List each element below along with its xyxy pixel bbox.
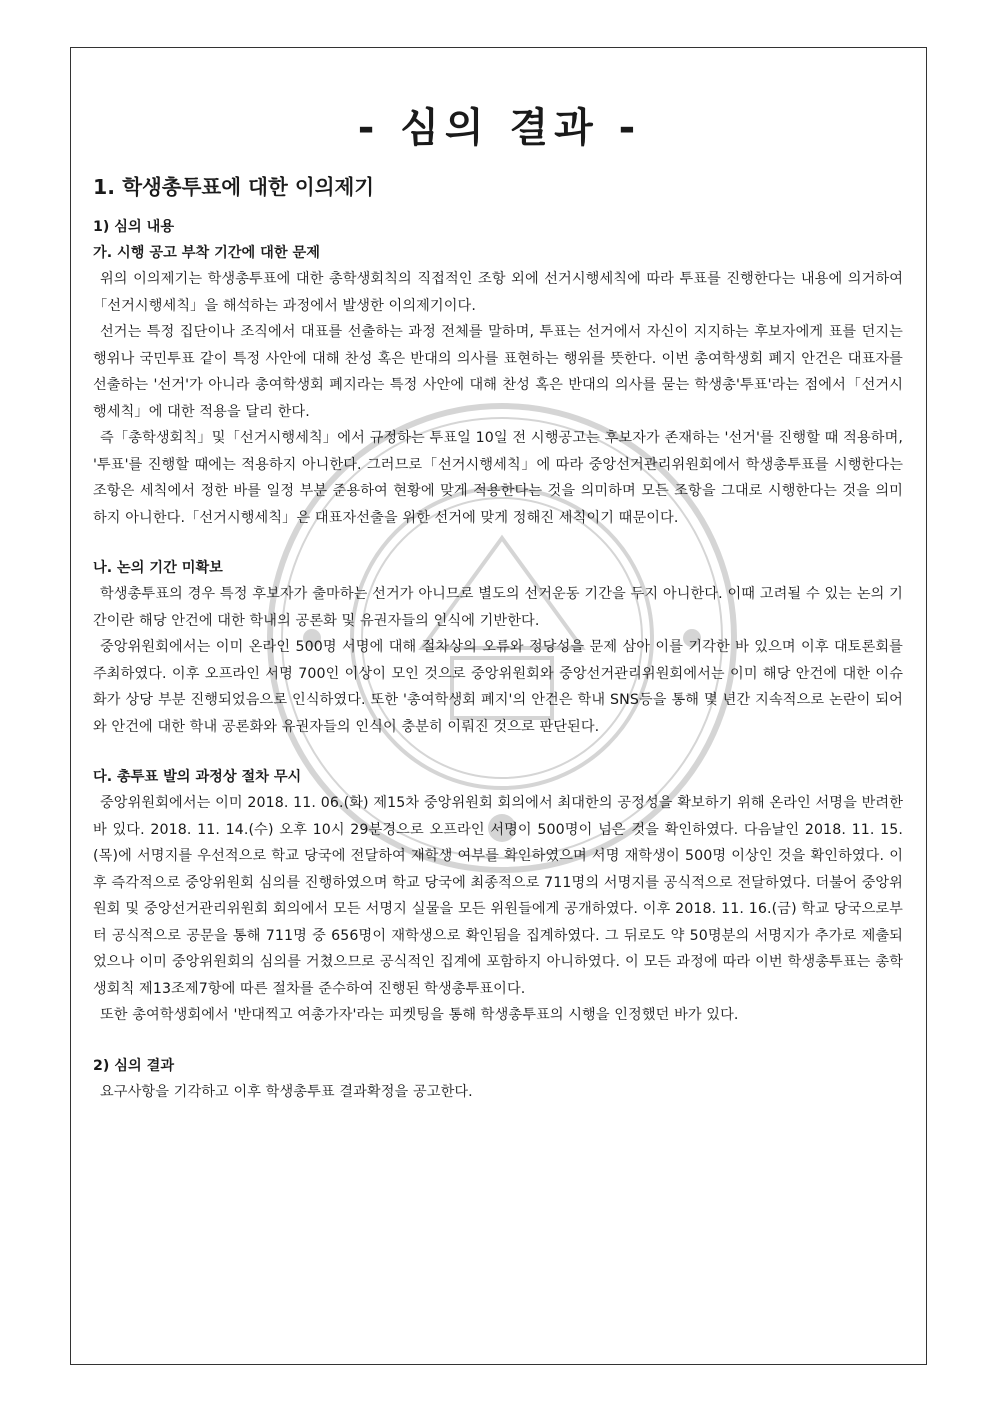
subsection-a-paragraph: 선거는 특정 집단이나 조직에서 대표를 선출하는 과정 전체를 말하며, 투표는 선거에서 자신이 지지하는 후보자에게 표를 던지는 행위나 국민투표 같이 특정 사안에 대해 찬성 혹은 반대의 의사를 표현하는 행위를 뜻한다. 이번 총여학생회 폐지 안건은 대표자를 선출하는 '선거'가 아니라 총여학생회 폐지라는 특정 사안에 대해 찬성 혹은 반대의 의사를 묻는 학생총'투표'라는 점에서「선거시행세칙」에 대한 적용을 달리 한다. bbox=[93, 324, 903, 420]
page-title: - 심의 결과 - bbox=[357, 105, 642, 151]
subsection-b-heading: 나. 논의 기간 미확보 bbox=[93, 560, 223, 576]
result-text: 요구사항을 기각하고 이후 학생총투표 결과확정을 공고한다. bbox=[100, 1083, 473, 1100]
subsection-a-heading: 가. 시행 공고 부착 기간에 대한 문제 bbox=[93, 245, 320, 261]
subsection-a-paragraph: 위의 이의제기는 학생총투표에 대한 총학생회칙의 직접적인 조항 외에 선거시행세칙에 따라 투표를 진행한다는 내용에 의거하여「선거시행세칙」을 해석하는 과정에서 발생한 이의제기이다. bbox=[93, 271, 903, 314]
subsection-a-paragraph: 즉「총학생회칙」및「선거시행세칙」에서 규정하는 투표일 10일 전 시행공고는 후보자가 존재하는 '선거'를 진행할 때 적용하며, '투표'를 진행할 때에는 적용하지 아니한다. 그러므로「선거시행세칙」에 따라 중앙선거관리위원회에서 학생총투표를 시행한다는 조항은 세칙에서 정한 바를 일정 부분 준용하여 현황에 맞게 적용한다는 것을 의미하며 모든 조항을 그대로 시행한다는 것을 의미하지 아니한다.「선거시행세칙」은 대표자선출을 위한 선거에 맞게 정해진 세칙이기 때문이다. bbox=[93, 430, 903, 526]
review-heading: 1) 심의 내용 bbox=[93, 219, 175, 235]
subsection-b-paragraph: 학생총투표의 경우 특정 후보자가 출마하는 선거가 아니므로 별도의 선거운동 기간을 두지 아니한다. 이때 고려될 수 있는 논의 기간이란 해당 안건에 대한 학내의 공론화 및 유권자들의 인식에 기반한다. bbox=[93, 586, 903, 629]
section-heading: 1. 학생총투표에 대한 이의제기 bbox=[93, 175, 375, 199]
subsection-c-heading: 다. 총투표 발의 과정상 절차 무시 bbox=[93, 769, 302, 785]
subsection-b-paragraph: 중앙위원회에서는 이미 온라인 500명 서명에 대해 절차상의 오류와 정당성을 문제 삼아 이를 기각한 바 있으며 이후 대토론회를 주최하였다. 이후 오프라인 서명 700인 이상이 모인 것으로 중앙위원회와 중앙선거관리위원회에서는 이미 해당 안건에 대한 이슈화가 상당 부분 진행되었음으로 인식하였다. 또한 '총여학생회 폐지'의 안건은 학내 SNS등을 통해 몇 년간 지속적으로 논란이 되어와 안건에 대한 학내 공론화와 유권자들의 인식이 충분히 이뤄진 것으로 판단된다. bbox=[93, 639, 903, 735]
subsection-c-paragraph: 또한 총여학생회에서 '반대찍고 여총가자'라는 피켓팅을 통해 학생총투표의 시행을 인정했던 바가 있다. bbox=[100, 1007, 739, 1023]
result-heading: 2) 심의 결과 bbox=[93, 1057, 175, 1074]
document-body bbox=[93, 172, 903, 1105]
subsection-c-paragraph: 중앙위원회에서는 이미 2018. 11. 06.(화) 제15차 중앙위원회 회의에서 최대한의 공정성을 확보하기 위해 온라인 서명을 반려한 바 있다. 2018. 11. 14.(수) 오후 10시 29분경으로 오프라인 서명이 500명이 넘은 것을 확인하였다. 다음날인 2018. 11. 15.(목)에 서명지를 우선적으로 학교 당국에 전달하여 재학생 여부를 확인하였으며 서명 재학생이 500명 이상인 것을 확인하였다. 이후 즉각적으로 중앙위원회 심의를 진행하였으며 학교 당국에 최종적으로 711명의 서명지를 공식적으로 전달하였다. 더불어 중앙위원회 및 중앙선거관리위원회 회의에서 모든 서명지 실물을 모든 위원들에게 공개하였다. 이후 2018. 11. 16.(금) 학교 당국으로부터 공식적으로 공문을 통해 711명 중 656명이 재학생으로 확인됨을 집계하였다. 그 뒤로도 약 50명분의 서명지가 추가로 제출되었으나 이미 중앙위원회의 심의를 거쳤으므로 공식적인 집계에 포함하지 아니하였다. 이 모든 과정에 따라 이번 학생총투표는 총학생회칙 제13조제7항에 따른 절차를 준수하여 진행된 학생총투표이다. bbox=[93, 795, 903, 997]
